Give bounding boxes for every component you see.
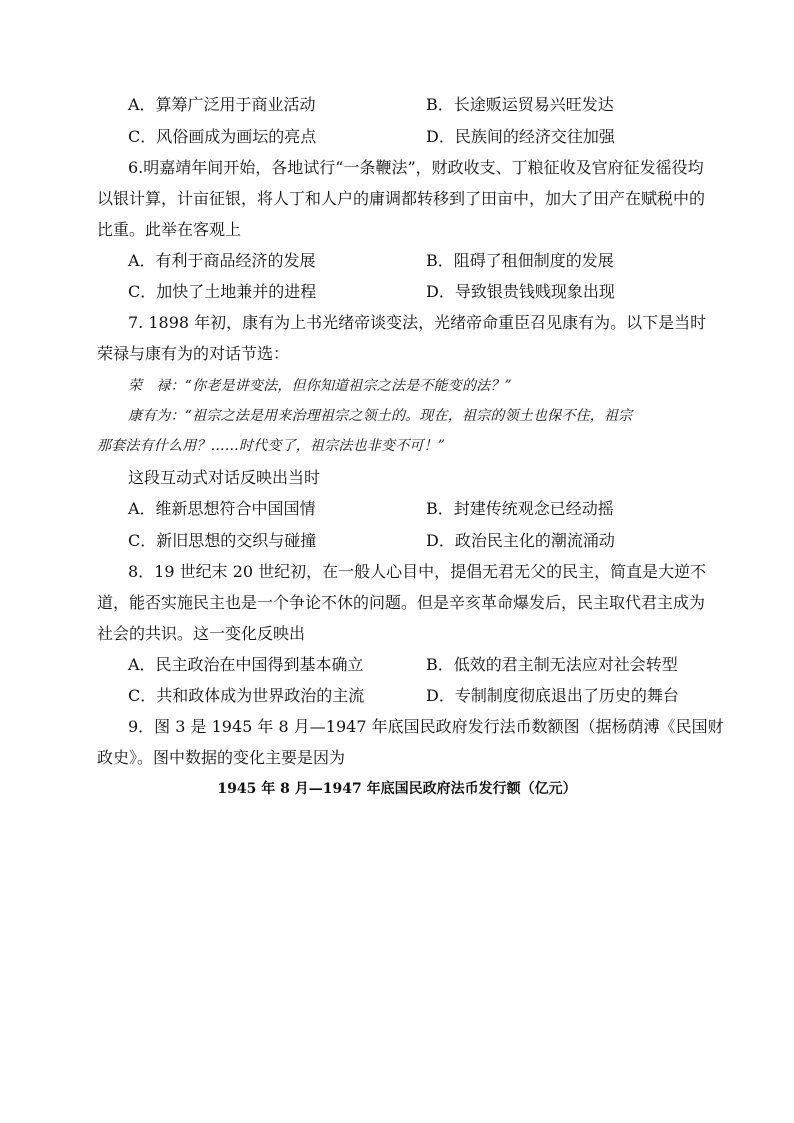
q7-stem-line-2: 荣禄与康有为的对话节选： — [97, 344, 290, 363]
q8-stem-line-1: 8．19 世纪末 20 世纪初，在一般人心目中，提倡无君无父的民主，简直是大逆不 — [128, 562, 707, 581]
q7-option-b[interactable]: B．封建传统观念已经动摇 — [426, 499, 614, 518]
q8-option-d[interactable]: D．专制制度彻底退出了历史的舞台 — [426, 686, 679, 705]
q6-option-a[interactable]: A．有利于商品经济的发展 — [128, 251, 316, 270]
q8-stem-line-3: 社会的共识。这一变化反映出 — [97, 624, 306, 643]
q9-stem-line-1: 9．图 3 是 1945 年 8 月—1947 年底国民政府发行法币数额图（据杨荫溥《民国财 — [128, 717, 724, 736]
q9-stem-line-2: 政史》。图中数据的变化主要是因为 — [97, 748, 346, 767]
q5-option-c[interactable]: C．风俗画成为画坛的亮点 — [128, 127, 317, 146]
q9-chart-caption: 1945 年 8 月—1947 年底国民政府法币发行额（亿元） — [217, 781, 577, 797]
q7-quote-ronglu: 荣 禄：“你老是讲变法，但你知道祖宗之法是不能变的法？” — [128, 378, 512, 394]
q7-option-c[interactable]: C．新旧思想的交织与碰撞 — [128, 531, 317, 550]
q5-option-a[interactable]: A．算筹广泛用于商业活动 — [128, 95, 316, 114]
q7-option-a[interactable]: A．维新思想符合中国国情 — [128, 499, 316, 518]
q8-option-c[interactable]: C．共和政体成为世界政治的主流 — [128, 686, 365, 705]
q6-stem-line-1: 6.明嘉靖年间开始，各地试行“一条鞭法”，财政收支、丁粮征收及官府征发徭役均 — [128, 158, 704, 177]
q7-question: 这段互动式对话反映出当时 — [128, 468, 321, 487]
q8-option-b[interactable]: B．低效的君主制无法应对社会转型 — [426, 655, 678, 674]
q6-option-b[interactable]: B．阻碍了租佃制度的发展 — [426, 251, 614, 270]
q7-quote-kangyouwei-line-1: 康有为：“祖宗之法是用来治理祖宗之领土的。现在，祖宗的领土也保不住，祖宗 — [128, 408, 633, 424]
q7-stem-line-1: 7. 1898 年初，康有为上书光绪帝谈变法，光绪帝命重臣召见康有为。以下是当时 — [128, 313, 707, 332]
q6-option-d[interactable]: D．导致银贵钱贱现象出现 — [426, 282, 615, 301]
q7-option-d[interactable]: D．政治民主化的潮流涌动 — [426, 531, 615, 550]
q8-stem-line-2: 道，能否实施民主也是一个争论不休的问题。但是辛亥革命爆发后，民主取代君主成为 — [97, 593, 706, 612]
q8-option-a[interactable]: A．民主政治在中国得到基本确立 — [128, 655, 364, 674]
q6-stem-line-2: 以银计算，计亩征银，将人丁和人户的庸调都转移到了田亩中，加大了田产在赋税中的 — [97, 189, 706, 208]
q6-option-c[interactable]: C．加快了土地兼并的进程 — [128, 282, 317, 301]
q6-stem-line-3: 比重。此举在客观上 — [97, 220, 242, 239]
q5-option-d[interactable]: D．民族间的经济交往加强 — [426, 127, 615, 146]
q5-option-b[interactable]: B．长途贩运贸易兴旺发达 — [426, 95, 614, 114]
q7-quote-kangyouwei-line-2: 那套法有什么用？……时代变了，祖宗法也非变不可！” — [97, 438, 446, 454]
